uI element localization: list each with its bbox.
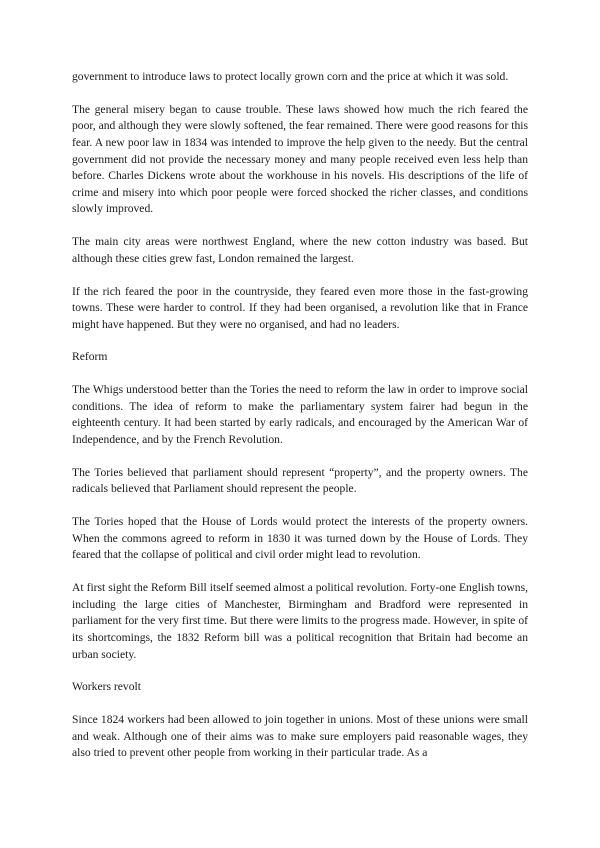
paragraph-rich-feared: If the rich feared the poor in the countryside, they feared even more those in the fast-growing towns. These were harder to control. If they had been organised, a revolution like that in France might have happened. But they were no organised, and had no leaders.: [72, 284, 528, 331]
paragraph-tories-property: The Tories believed that parliament should represent “property”, and the property owners. The radicals believed that Parliament should represent the people.: [72, 465, 528, 496]
paragraph-unions: Since 1824 workers had been allowed to join together in unions. Most of these unions were small and weak. Although one of their aims was to make sure employers paid reasonable wages, they also tried to prevent other people from working in their particular trade. As a: [72, 713, 528, 760]
paragraph-city-areas: The main city areas were northwest England, where the new cotton industry was based. But although these cities grew fast, London remained the largest.: [72, 235, 528, 265]
section-heading-workers-revolt: Workers revolt: [72, 680, 141, 694]
paragraph-corn-laws: government to introduce laws to protect locally grown corn and the price at which it was sold.: [72, 70, 509, 83]
paragraph-reform-bill: At first sight the Reform Bill itself seemed almost a political revolution. Forty-one English towns, including the large cities of Manchester, Birmingham and Bradford were represented in parliament for the very first time. But there were limits to the progress made. However, in spite of its shortcomings, the 1832 Reform bill was a political recognition that Britain had become an urban society.: [72, 581, 528, 661]
paragraph-house-of-lords: The Tories hoped that the House of Lords would protect the interests of the property owners. When the commons agreed to reform in 1830 it was turned down by the House of Lords. They feared that the collapse of political and civil order might lead to revolution.: [72, 515, 528, 562]
paragraph-general-misery: The general misery began to cause trouble. These laws showed how much the rich feared the poor, and although they were slowly softened, the fear remained. There were good reasons for this fear. A new poor law in 1834 was intended to improve the help given to the needy. But the central government did not provide the necessary money and many people received even less help than before. Charles Dickens wrote about the workhouse in his novels. His descriptions of the life of crime and misery into which poor people were forced shocked the richer classes, and conditions slowly improved.: [72, 102, 528, 216]
document-page: [72, 69, 528, 778]
section-heading-reform: Reform: [72, 350, 108, 364]
paragraph-whigs: The Whigs understood better than the Tories the need to reform the law in order to improve social conditions. The idea of reform to make the parliamentary system fairer had begun in the eighteenth century. It had been started by early radicals, and encouraged by the American War of Independence, and by the French Revolution.: [72, 383, 528, 447]
